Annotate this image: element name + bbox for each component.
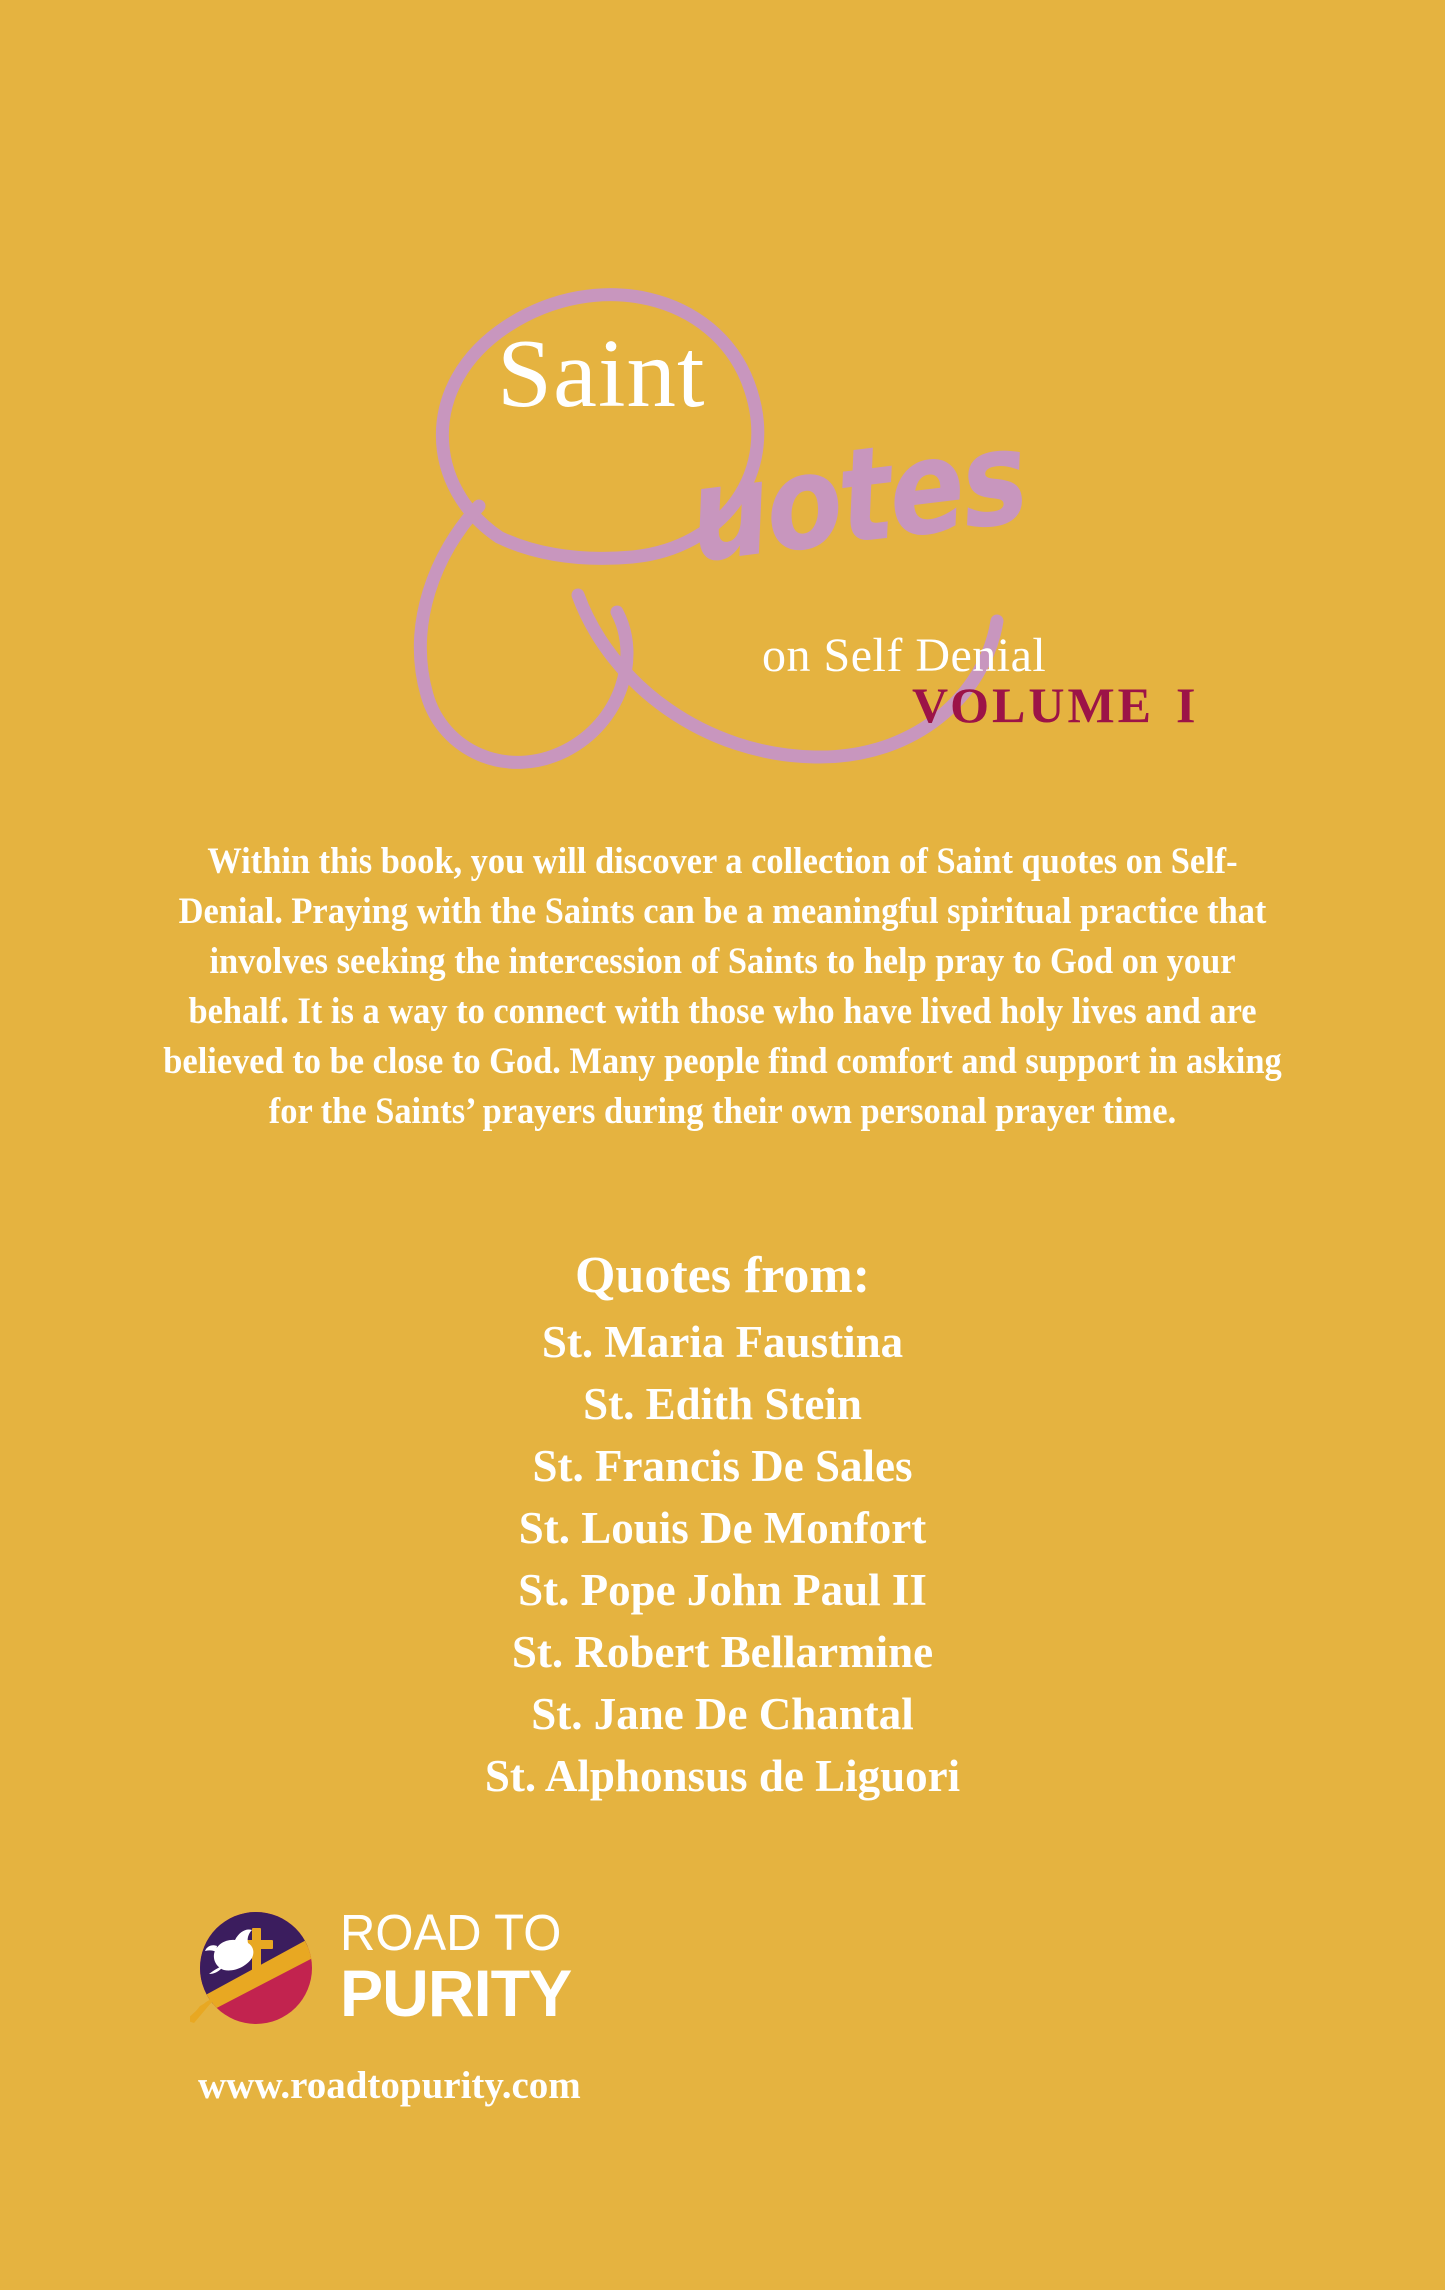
logo-wordmark (340, 1903, 576, 2030)
quotes-from-heading: Quotes from: (574, 1247, 871, 1304)
website-url[interactable]: www.roadtopurity.com (198, 2064, 581, 2107)
saint-name: St. Edith Stein (583, 1379, 862, 1429)
saint-name: St. Maria Faustina (541, 1317, 904, 1367)
saint-name: St. Jane De Chantal (531, 1689, 914, 1739)
volume-number: I (1176, 677, 1199, 733)
subtitle: on Self Denial (762, 629, 1047, 682)
road-to-purity-logo-icon (190, 1902, 322, 2034)
logo-line-purity: PURITY (340, 1955, 572, 2030)
saint-name: St. Alphonsus de Liguori (484, 1751, 961, 1801)
saint-name: St. Robert Bellarmine (511, 1627, 934, 1677)
title-word-saint: Saint (497, 320, 706, 427)
title-block (0, 0, 1445, 790)
logo-line-road-to: ROAD TO (340, 1903, 562, 1961)
publisher-logo (190, 1893, 640, 2043)
saint-name: St. Louis De Monfort (518, 1503, 927, 1553)
volume-label: VOLUME (912, 677, 1154, 733)
intro-paragraph: Within this book, you will discover a collection of Saint quotes on Self-Denial. Praying with the Saints can be a meaningful spiritual practice that involves seeking the intercession of Saints to help pray to God on your behalf. It is a way to connect with those who have lived holy lives and are believed to be close to God. Many people find comfort and support in asking for the Saints’ prayers during their own personal prayer time. (163, 841, 1282, 1132)
title-word-quotes-script: uotes (680, 401, 1034, 593)
quotes-from-section (0, 1245, 1445, 1807)
saint-name: St. Francis De Sales (532, 1441, 913, 1491)
decorative-script-q-icon (255, 265, 1015, 795)
saint-name: St. Pope John Paul II (518, 1565, 927, 1615)
volume-label-group (912, 677, 1199, 733)
